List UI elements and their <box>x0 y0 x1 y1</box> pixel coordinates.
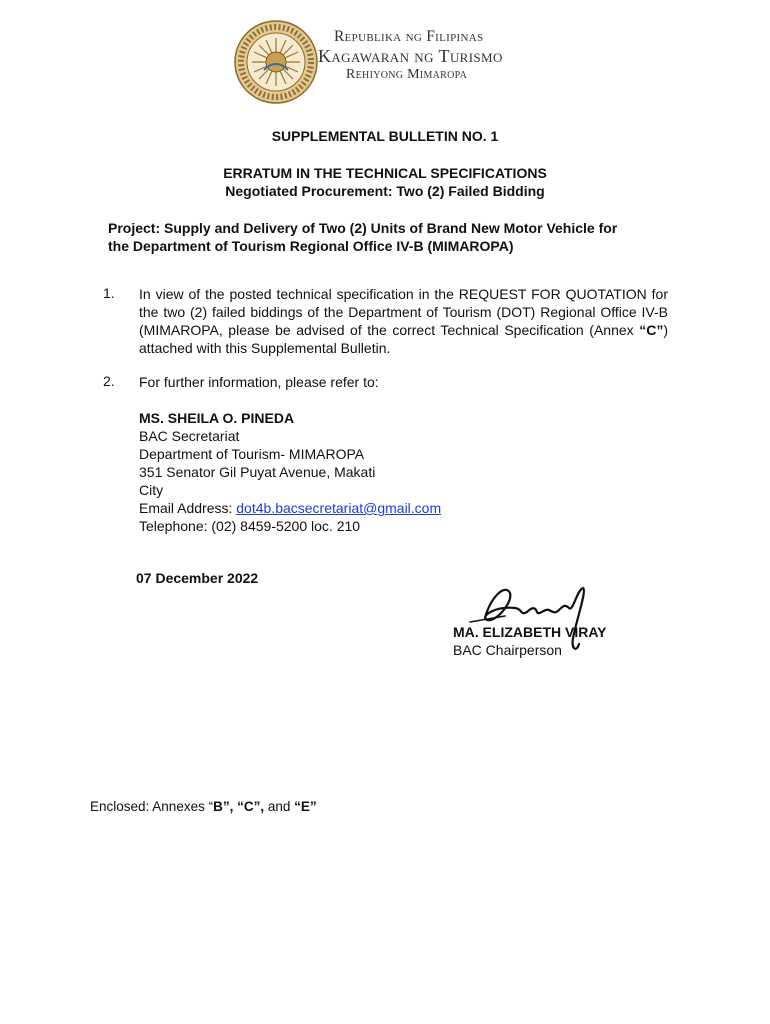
contact-address-line-2: City <box>139 482 164 498</box>
agency-line-department: Kagawaran ng Turismo <box>318 46 503 66</box>
item-1-text <box>139 285 668 357</box>
enclosed-prefix: Enclosed: Annexes “ <box>90 799 214 814</box>
document-date: 07 December 2022 <box>136 570 259 586</box>
item-1-text-before: In view of the posted technical specification in the REQUEST FOR QUOTATION for the two (2) failed biddings of the Department of Tourism (DOT) Regional Office IV-B (MIMAROPA, please be advised of the correct Technical Specification (Annex <box>139 286 668 338</box>
contact-block <box>139 409 479 535</box>
procurement-line: Negotiated Procurement: Two (2) Failed Bidding <box>225 183 545 199</box>
item-1-annex-c: “C” <box>639 322 664 338</box>
contact-office: Department of Tourism- MIMAROPA <box>139 446 365 462</box>
project-line-1: Project: Supply and Delivery of Two (2) Units of Brand New Motor Vehicle for <box>108 220 618 236</box>
enclosed-annexes <box>90 799 317 814</box>
signatory-name: MA. ELIZABETH VIRAY <box>453 624 607 640</box>
contact-name: MS. SHEILA O. PINEDA <box>139 410 295 426</box>
agency-line-republic: Republika ng Filipinas <box>334 28 484 45</box>
bulletin-title: SUPPLEMENTAL BULLETIN NO. 1 <box>271 128 499 144</box>
contact-email-label: Email Address: <box>139 500 237 516</box>
item-1-text-after: ) attached with this Supplemental Bulletin. <box>139 322 668 356</box>
agency-line-region: Rehiyong Mimaropa <box>346 67 468 82</box>
erratum-title: ERRATUM IN THE TECHNICAL SPECIFICATIONS <box>223 165 547 181</box>
enclosed-and: and <box>264 799 295 814</box>
item-2-text: For further information, please refer to: <box>139 374 379 390</box>
item-2-number: 2. <box>103 373 115 389</box>
item-1-number: 1. <box>103 285 115 301</box>
project-line-2: the Department of Tourism Regional Office IV-B (MIMAROPA) <box>108 238 514 254</box>
contact-address-line-1: 351 Senator Gil Puyat Avenue, Makati <box>139 464 376 480</box>
contact-email-row <box>139 499 479 517</box>
contact-email-link[interactable]: dot4b.bacsecretariat@gmail.com <box>236 500 442 516</box>
project-description <box>108 219 688 255</box>
signatory-title: BAC Chairperson <box>453 642 562 658</box>
contact-role: BAC Secretariat <box>139 428 240 444</box>
enclosed-annex-b-c: B”, “C”, <box>213 799 265 814</box>
dot-seal-logo <box>234 20 318 104</box>
contact-telephone: Telephone: (02) 8459-5200 loc. 210 <box>139 518 361 534</box>
enclosed-annex-e: “E” <box>294 799 317 814</box>
